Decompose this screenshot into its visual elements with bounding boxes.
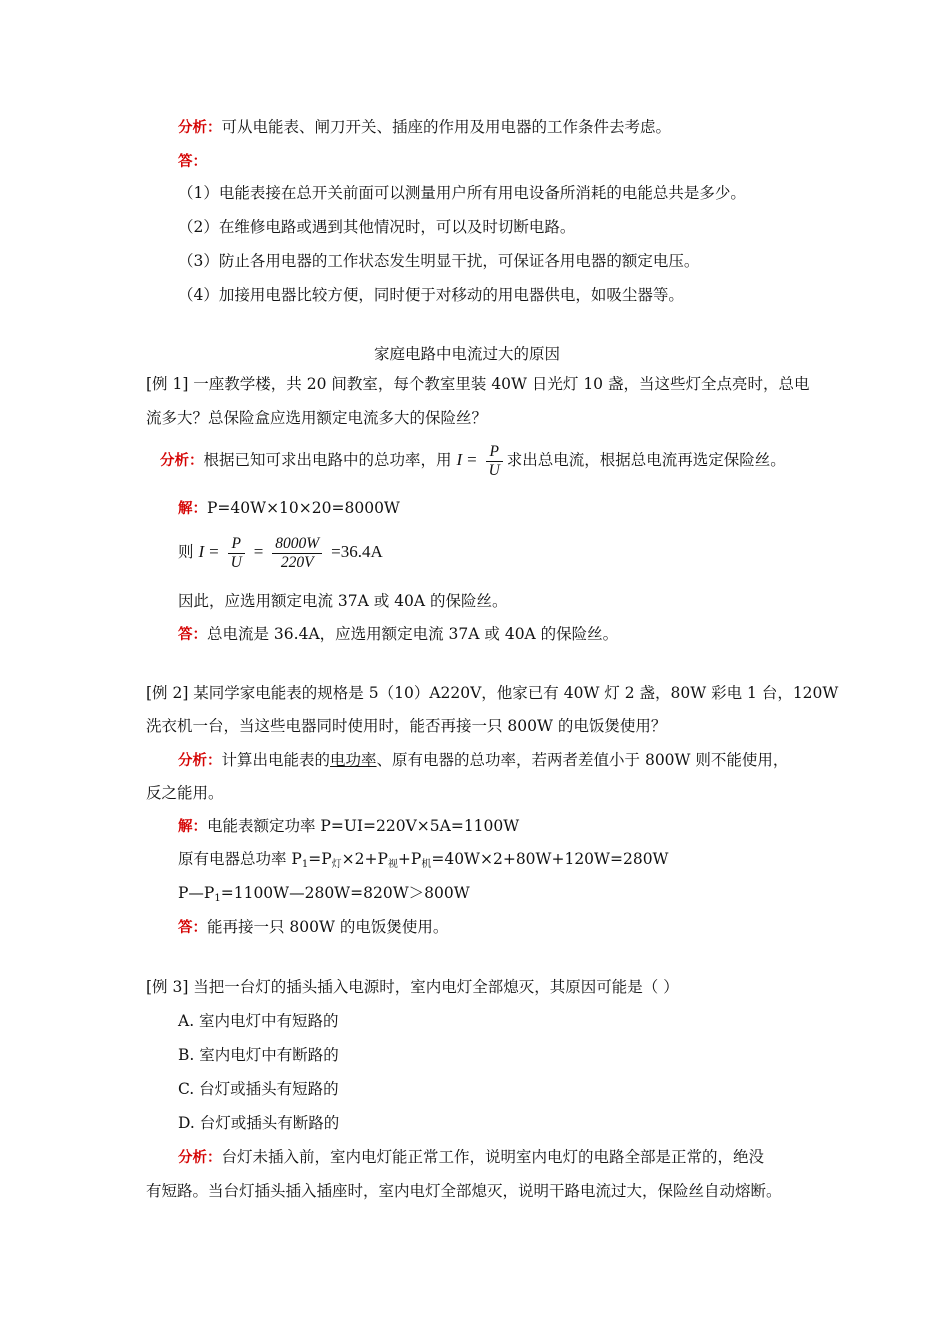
ex2-sol2-sub: 1 (301, 859, 309, 870)
formula-numerator: 8000W (272, 535, 322, 554)
solution-label: 解： (178, 501, 207, 517)
ex2-sol2-part: +P (397, 850, 422, 868)
formula-i: I (456, 450, 463, 469)
section-title: 家庭电路中电流过大的原因 (374, 345, 561, 363)
ex2-analysis-text-a: 计算出电能表的 (221, 751, 331, 769)
ex2-question-line1: [例 2] 某同学家电能表的规格是 5（10）A220V，他家已有 40W 灯 2 盏，80W 彩电 1 台，120W (146, 684, 839, 702)
ex2-solution-line1 (178, 815, 519, 838)
ex2-analysis-text-b: 、原有电器的总功率，若两者差值小于 800W 则不能使用， (376, 751, 789, 769)
formula-denominator: U (230, 553, 242, 571)
formula-numerator: P (486, 443, 503, 462)
ex3-option-a: A. 室内电灯中有短路的 (178, 1012, 339, 1030)
ex1-solution-prefix: 则 (178, 543, 194, 561)
ex1-answer-line (178, 623, 618, 646)
ex2-sol3-part: P—P (178, 884, 215, 902)
ex2-solution-line2 (178, 848, 668, 876)
formula-denominator: 220V (280, 553, 314, 571)
answer-label: 答： (178, 920, 207, 936)
intro-analysis-text: 可从电能表、闸刀开关、插座的作用及用电器的工作条件去考虑。 (221, 118, 672, 136)
formula-fraction-p-over-u (228, 535, 245, 572)
ex2-sol3-sub: 1 (214, 893, 221, 904)
ex2-sol2-part: =P (308, 850, 332, 868)
ex2-solution-line3 (178, 882, 470, 910)
ex2-analysis-underlined: 电功率 (330, 751, 377, 769)
ex2-question-line2: 洗衣机一台，当这些电器同时使用时，能否再接一只 800W 的电饭煲使用？ (146, 717, 667, 735)
ex2-answer-line (178, 916, 448, 939)
ex3-analysis-text1: 台灯未插入前，室内电灯能正常工作，说明室内电灯的电路全部是正常的，绝没 (221, 1148, 765, 1166)
intro-item-2: （2）在维修电路或遇到其他情况时，可以及时切断电路。 (178, 218, 576, 236)
formula-i: I (198, 542, 205, 561)
formula-eq: = (253, 542, 264, 561)
intro-item-1: （1）电能表接在总开关前面可以测量用户所有用电设备所消耗的电能总共是多少。 (178, 184, 746, 202)
ex1-analysis-text-a: 根据已知可求出电路中的总功率，用 (203, 451, 452, 469)
intro-analysis-line (178, 116, 671, 139)
answer-label: 答： (178, 154, 207, 170)
ex2-analysis-line2: 反之能用。 (146, 784, 224, 802)
ex1-solution-line2 (178, 532, 383, 572)
ex3-option-b: B. 室内电灯中有断路的 (178, 1046, 339, 1064)
intro-answer-label-line (178, 150, 207, 173)
ex2-analysis-line1 (178, 749, 788, 772)
ex1-solution-line1 (178, 497, 400, 520)
ex2-answer-text: 能再接一只 800W 的电饭煲使用。 (207, 918, 449, 936)
formula-denominator: U (488, 461, 500, 479)
ex3-option-d: D. 台灯或插头有断路的 (178, 1114, 340, 1132)
ex2-sol3-part: =1100W—280W=820W＞800W (220, 884, 470, 902)
ex3-analysis-line1 (178, 1146, 764, 1169)
ex1-analysis-text-b: 求出总电流，根据总电流再选定保险丝。 (506, 451, 786, 469)
intro-item-4: （4）加接用电器比较方便，同时便于对移动的用电器供电，如吸尘器等。 (178, 286, 684, 304)
answer-label: 答： (178, 627, 207, 643)
analysis-label: 分析： (160, 453, 204, 469)
intro-item-3: （3）防止各用电器的工作状态发生明显干扰，可保证各用电器的额定电压。 (178, 252, 700, 270)
ex3-question: [例 3] 当把一台灯的插头插入电源时，室内电灯全部熄灭，其原因可能是（ ） (146, 978, 679, 996)
ex2-sol2-sub: 机 (421, 859, 432, 870)
ex2-sol2-part: ×2+P (341, 850, 388, 868)
analysis-label: 分析： (178, 120, 222, 136)
ex2-sol2-part: =40W×2+80W+120W=280W (431, 850, 669, 868)
formula-eq: = (209, 542, 219, 561)
ex2-sol2-sub: 视 (387, 859, 398, 870)
ex3-option-c: C. 台灯或插头有短路的 (178, 1080, 339, 1098)
ex1-solution-text1: P=40W×10×20=8000W (207, 499, 400, 517)
ex1-solution-line3: 因此，应选用额定电流 37A 或 40A 的保险丝。 (178, 592, 508, 610)
formula-result: =36.4A (331, 542, 383, 561)
ex1-answer-text: 总电流是 36.4A，应选用额定电流 37A 或 40A 的保险丝。 (207, 625, 619, 643)
ex2-solution-text1: 电能表额定功率 P=UI=220V×5A=1100W (207, 817, 520, 835)
ex3-analysis-line2: 有短路。当台灯插头插入插座时，室内电灯全部熄灭，说明干路电流过大，保险丝自动熔断。 (146, 1182, 782, 1200)
formula-fraction-values (272, 535, 322, 572)
ex2-sol2-sub: 灯 (331, 859, 342, 870)
ex1-question-line2: 流多大？总保险盒应选用额定电流多大的保险丝？ (146, 409, 488, 427)
analysis-label: 分析： (178, 1150, 222, 1166)
analysis-label: 分析： (178, 753, 222, 769)
formula-numerator: P (228, 535, 245, 554)
formula-eq: = (467, 450, 477, 469)
ex2-sol2-part: 原有电器总功率 P (178, 850, 302, 868)
solution-label: 解： (178, 819, 207, 835)
formula-fraction-p-over-u (486, 443, 503, 480)
ex1-question-line1: [例 1] 一座教学楼，共 20 间教室，每个教室里装 40W 日光灯 10 盏，当这些灯全点亮时，总电 (146, 375, 810, 393)
ex1-analysis-line (160, 440, 786, 481)
